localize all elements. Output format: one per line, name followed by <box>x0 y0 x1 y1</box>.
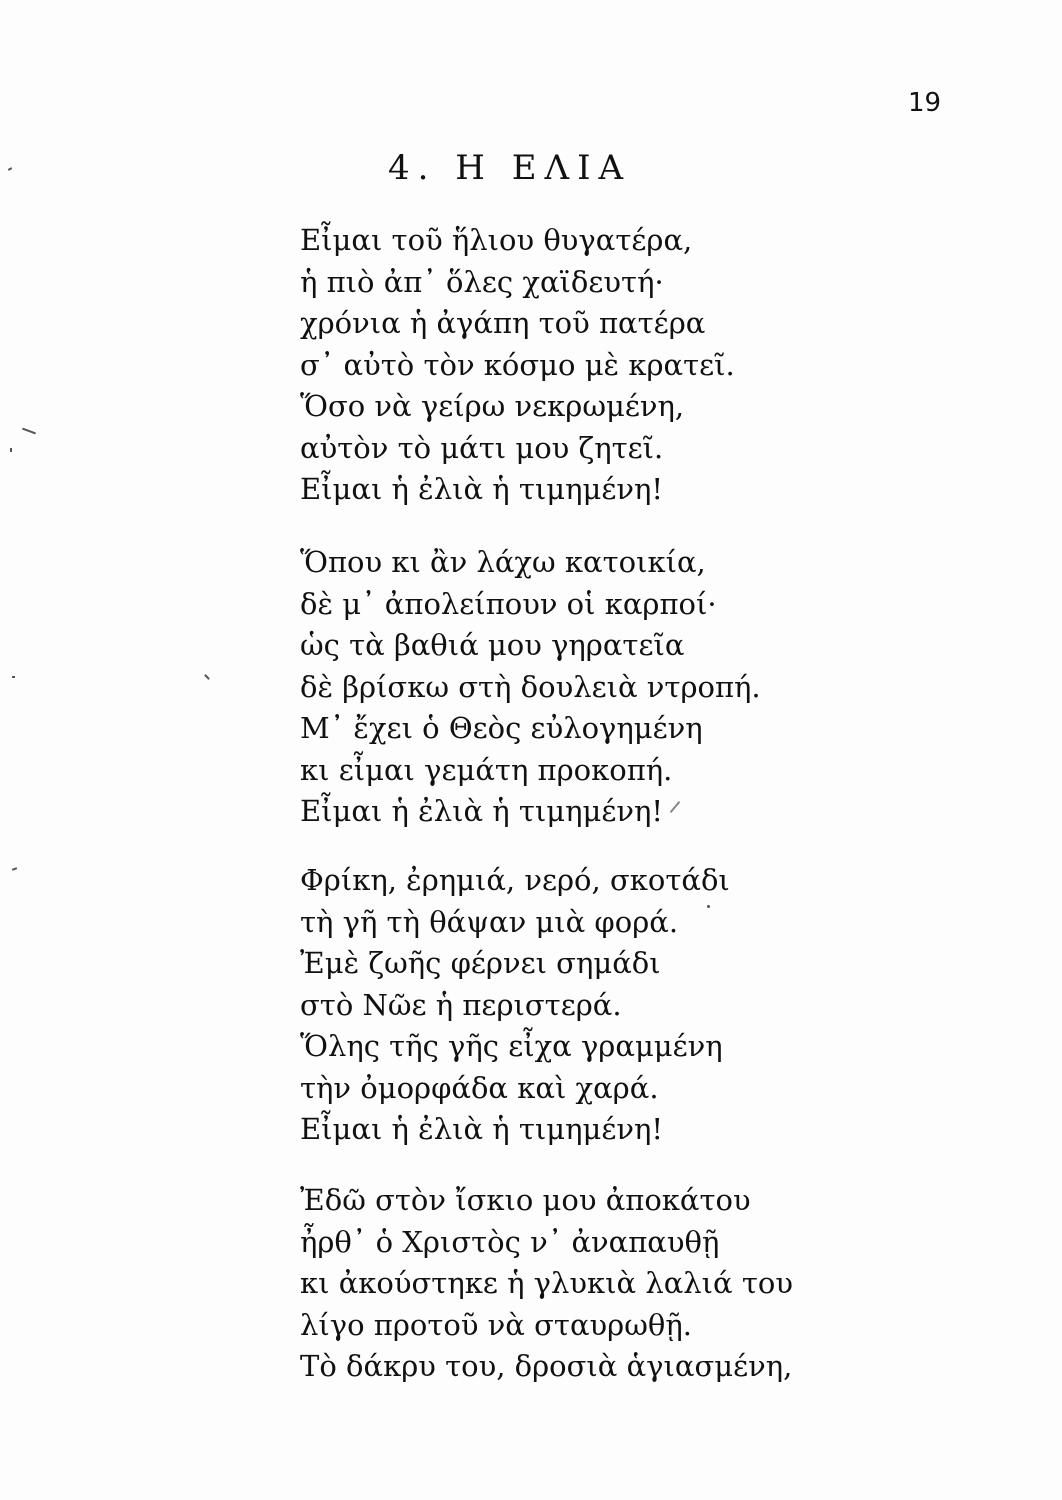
poem-line: ἡ πιὸ ἀπ᾿ ὅλες χαϊδευτή· <box>300 264 664 299</box>
poem-line: Ὅπου κι ἂν λάχω κατοικία, <box>300 545 706 579</box>
poem-line: Εἶμαι τοῦ ἥλιου θυγατέρα, <box>300 223 693 257</box>
poem-line: Ἐδῶ στὸν ἴσκιο μου ἀποκάτου <box>300 1183 751 1217</box>
stanza-2 <box>300 542 761 833</box>
poem-line: ἦρθ᾿ ὁ Χριστὸς ν᾿ ἀναπαυθῇ <box>300 1224 720 1259</box>
poem-line: αὐτὸν τὸ μάτι μου ζητεῖ. <box>300 430 664 465</box>
poem-line: Ἐμὲ ζωῆς φέρνει σημάδι <box>300 946 661 980</box>
stanza-3 <box>300 860 730 1151</box>
poem-line: ὡς τὰ βαθιά μου γηρατεῖα <box>300 628 685 662</box>
poem-line: Φρίκη, ἐρημιά, νερό, σκοτάδι <box>300 863 730 897</box>
scan-speck <box>12 676 15 678</box>
poem-line: σ᾿ αὐτὸ τὸν κόσμο μὲ κρατεῖ. <box>300 347 735 382</box>
poem-line: δὲ μ᾿ ἀπολείπουν οἱ καρποί· <box>300 586 717 621</box>
poem-line: στὸ Νῶε ἡ περιστερά. <box>300 987 622 1022</box>
poem-line: κι εἶμαι γεμάτη προκοπή. <box>300 752 673 787</box>
poem-line: Ὅλης τῆς γῆς εἶχα γραμμένη <box>300 1029 723 1063</box>
poem-line: Εἶμαι ἡ ἐλιὰ ἡ τιμημένη! <box>300 794 664 828</box>
stanza-4 <box>300 1180 793 1388</box>
poem-title: 4. Η ΕΛΙΑ <box>388 148 632 188</box>
poem-line: Ὅσο νὰ γείρω νεκρωμένη, <box>300 389 685 423</box>
scan-speck <box>10 448 12 452</box>
scan-speck <box>22 428 36 435</box>
poem-line: Μ᾿ ἔχει ὁ Θεὸς εὐλογημένη <box>300 711 703 745</box>
poem-line: Τὸ δάκρυ του, δροσιὰ ἁγιασμένη, <box>300 1349 793 1383</box>
scan-speck <box>707 905 710 908</box>
scan-speck <box>8 167 12 171</box>
poem-line: κι ἀκούστηκε ἡ γλυκιὰ λαλιά του <box>300 1266 793 1300</box>
scan-speck <box>12 867 17 871</box>
stanza-1 <box>300 220 735 511</box>
scan-speck <box>204 674 210 680</box>
poem-line: τὴν ὀμορφάδα καὶ χαρά. <box>300 1070 659 1105</box>
poem-line: δὲ βρίσκω στὴ δουλειὰ ντροπή. <box>300 669 761 704</box>
poem-line: λίγο προτοῦ νὰ σταυρωθῇ. <box>300 1307 692 1342</box>
page-number: 19 <box>908 88 942 118</box>
poem-line: Εἶμαι ἡ ἐλιὰ ἡ τιμημένη! <box>300 1112 664 1146</box>
poem-line: Εἶμαι ἡ ἐλιὰ ἡ τιμημένη! <box>300 472 664 506</box>
poem-line: χρόνια ἡ ἀγάπη τοῦ πατέρα <box>300 306 706 340</box>
poem-line: τὴ γῆ τὴ θάψαν μιὰ φορά. <box>300 904 679 939</box>
